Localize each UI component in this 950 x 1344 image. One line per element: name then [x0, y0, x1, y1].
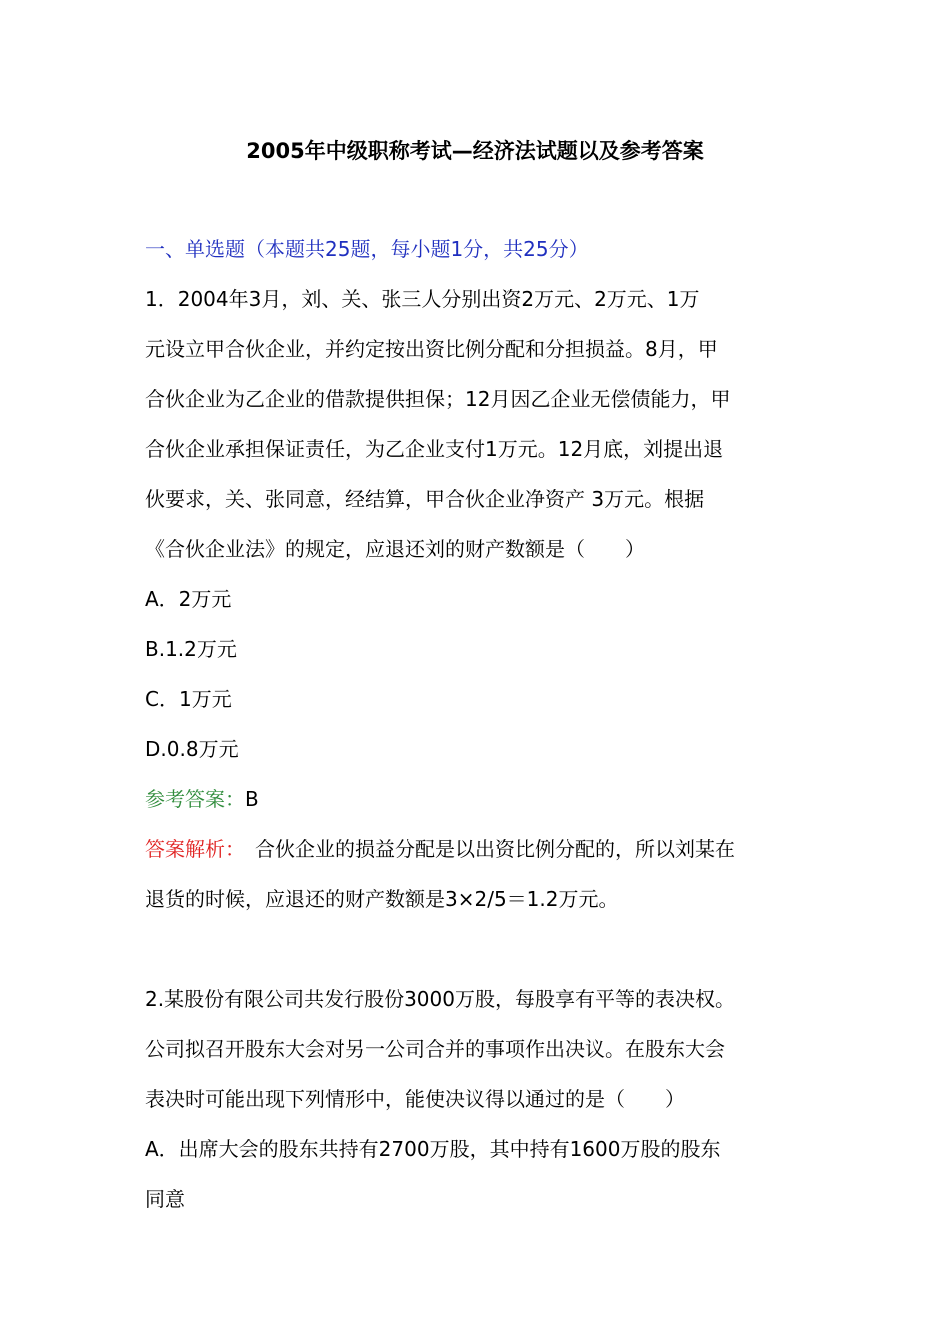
answer-label: 参考答案：: [145, 787, 245, 811]
document-body: [145, 224, 815, 1224]
option-a-continued: 同意: [145, 1187, 185, 1211]
analysis-row: [145, 824, 815, 874]
question-stem-line: 表决时可能出现下列情形中，能使决议得以通过的是（ ）: [145, 1087, 685, 1111]
question-stem-line: 公司拟召开股东大会对另一公司合并的事项作出决议。在股东大会: [145, 1037, 725, 1061]
question-1: [145, 274, 815, 924]
question-stem-line: 合伙企业为乙企业的借款提供担保；12月因乙企业无偿债能力，甲: [145, 387, 731, 411]
question-stem-line: 2.某股份有限公司共发行股份3000万股，每股享有平等的表决权。: [145, 987, 735, 1011]
question-stem-line: 元设立甲合伙企业，并约定按出资比例分配和分担损益。8月，甲: [145, 337, 718, 361]
page-title: 2005年中级职称考试—经济法试题以及参考答案: [246, 139, 704, 163]
analysis-text: 合伙企业的损益分配是以出资比例分配的，所以刘某在: [235, 837, 735, 861]
answer-value: B: [245, 787, 259, 811]
section-heading: 一、单选题（本题共25题，每小题1分，共25分）: [145, 237, 589, 261]
option-a: A．出席大会的股东共持有2700万股，其中持有1600万股的股东: [145, 1137, 721, 1161]
option-c: C．1万元: [145, 687, 232, 711]
question-stem-line: 合伙企业承担保证责任，为乙企业支付1万元。12月底，刘提出退: [145, 437, 724, 461]
question-stem-line: 1．2004年3月，刘、关、张三人分别出资2万元、2万元、1万: [145, 287, 700, 311]
question-stem-line: 伙要求，关、张同意，经结算，甲合伙企业净资产 3万元。根据: [145, 487, 705, 511]
option-b: B.1.2万元: [145, 637, 237, 661]
question-stem-line: 《合伙企业法》的规定，应退还刘的财产数额是（ ）: [145, 537, 645, 561]
option-d: D.0.8万元: [145, 737, 239, 761]
analysis-label: 答案解析：: [145, 837, 235, 861]
analysis-text-line: 退货的时候，应退还的财产数额是3×2/5＝1.2万元。: [145, 887, 619, 911]
question-spacer: [145, 924, 815, 974]
question-2: [145, 974, 815, 1224]
option-a: A．2万元: [145, 587, 232, 611]
answer-row: [145, 774, 815, 824]
